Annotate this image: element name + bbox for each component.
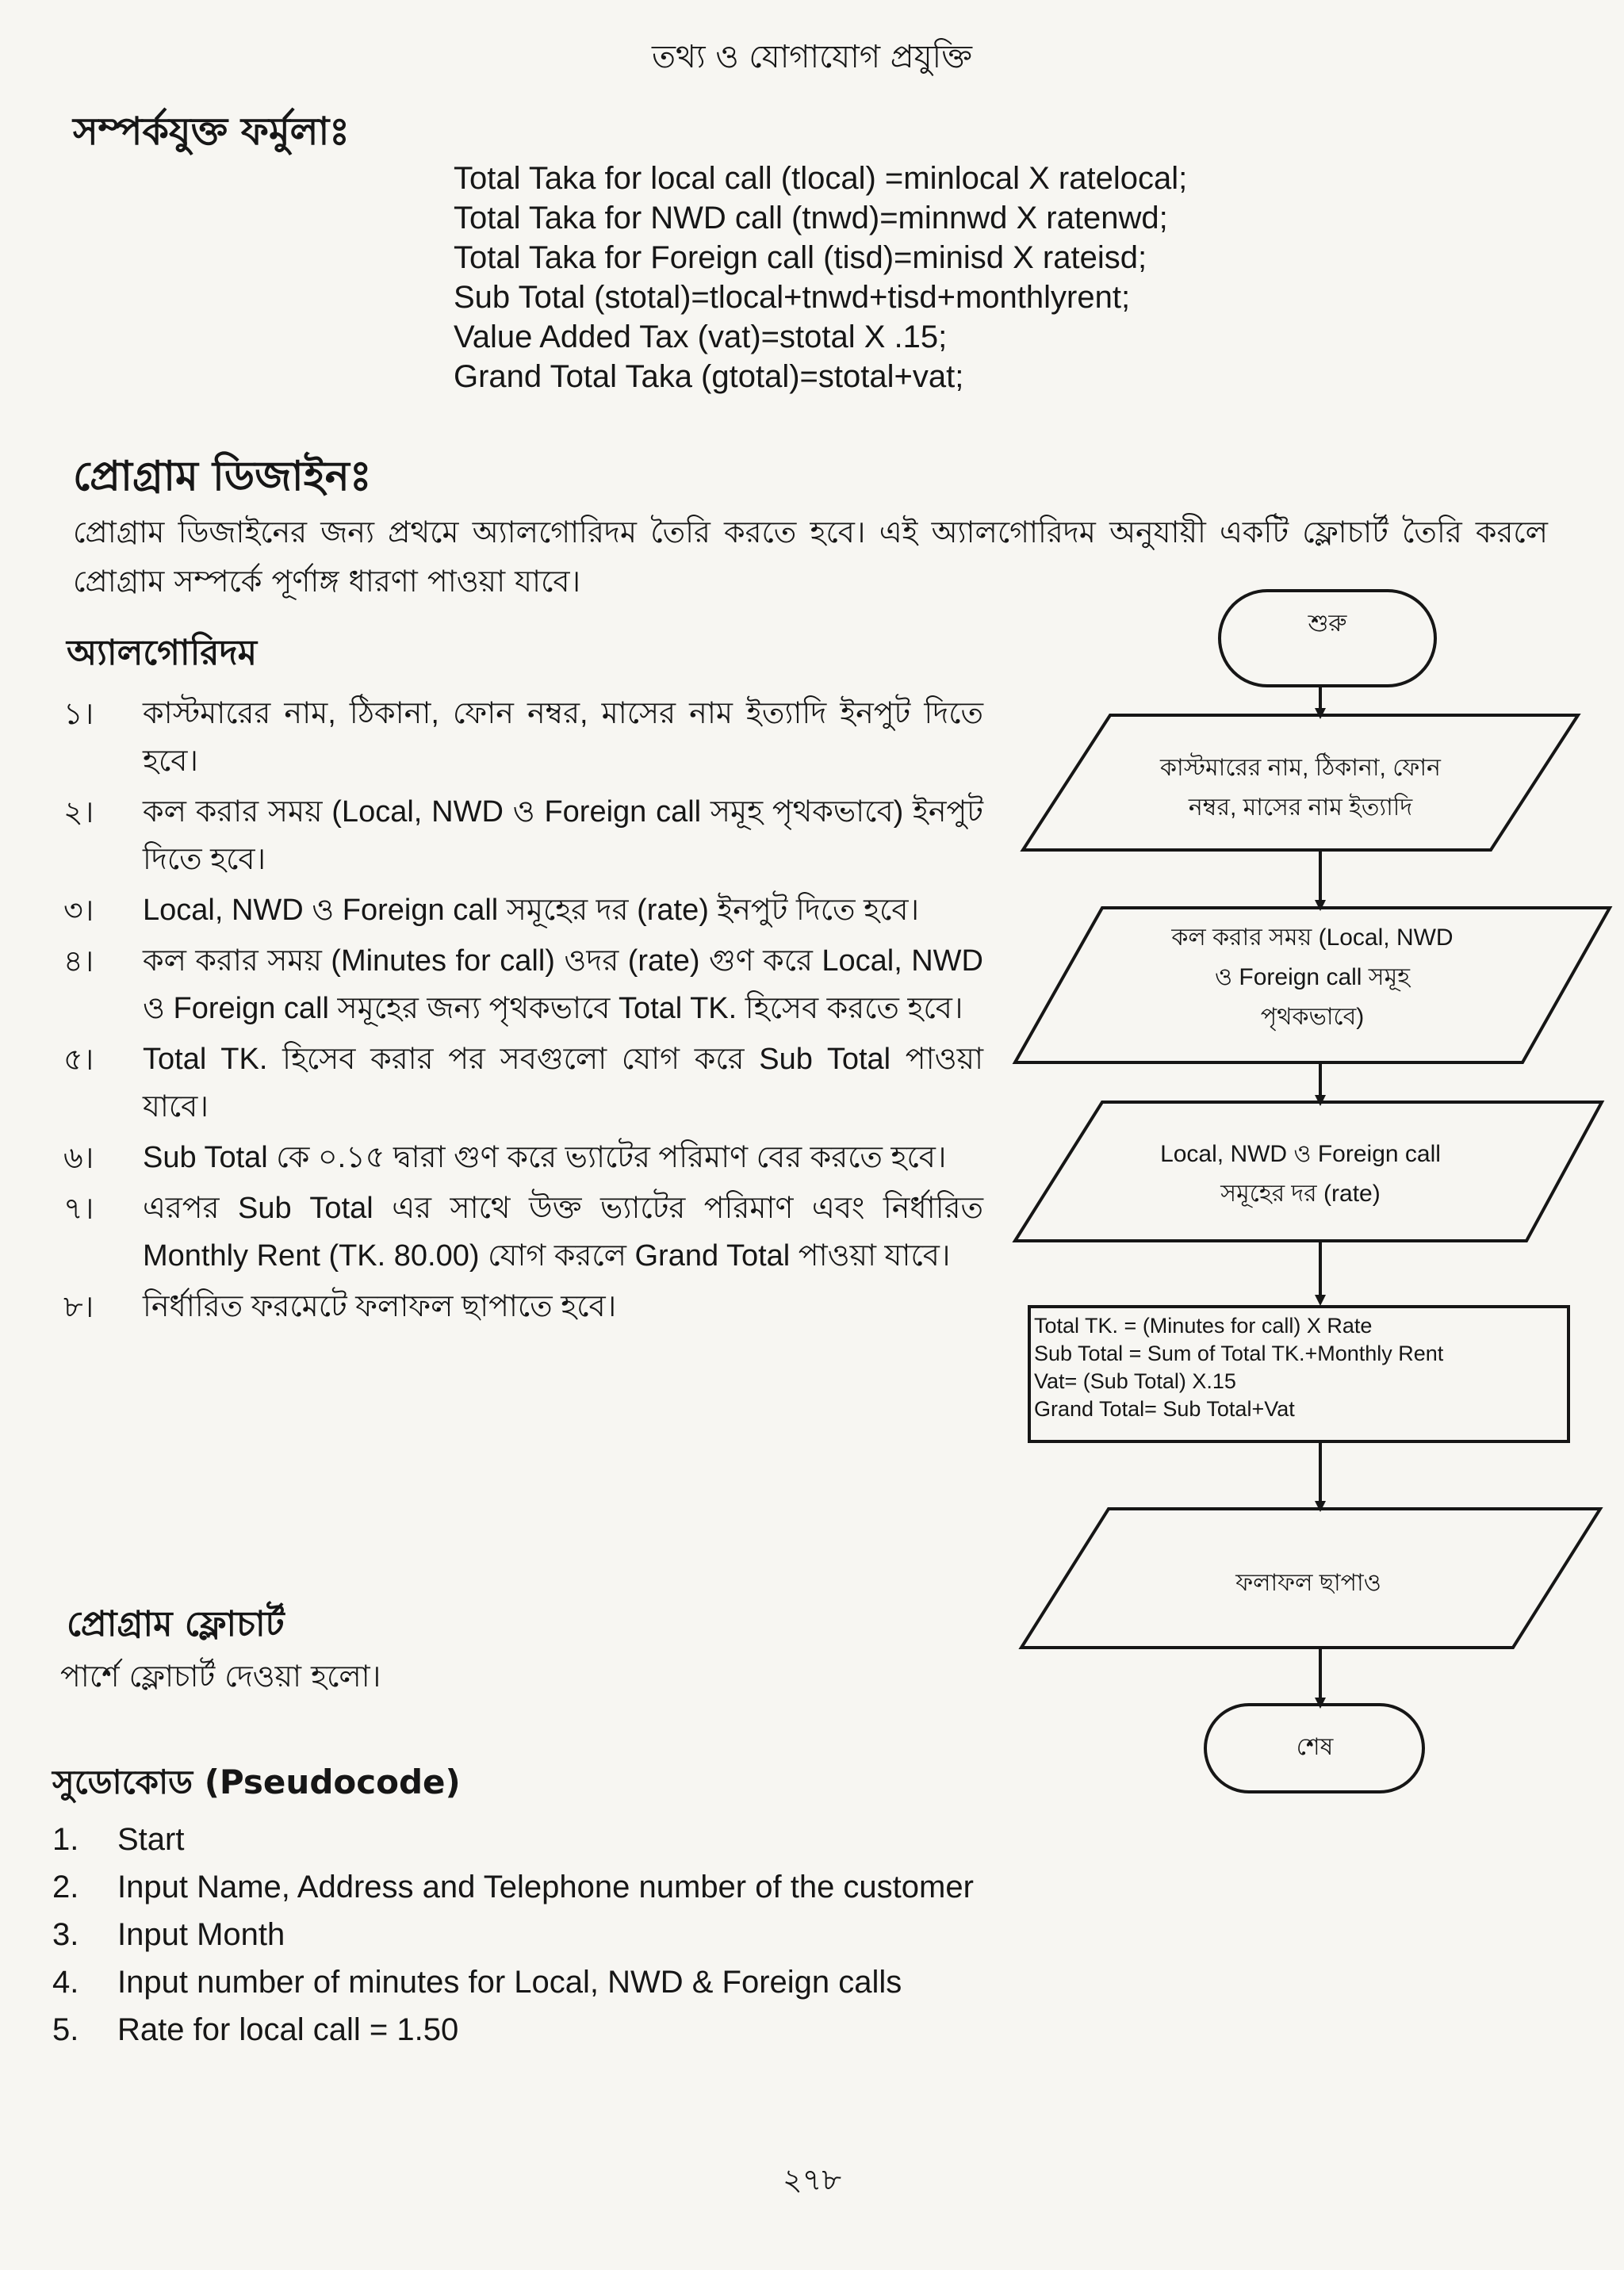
formula-line: Grand Total Taka (gtotal)=stotal+vat; [454, 359, 964, 394]
flowchart-input3-line: Local, NWD ও Foreign call [1160, 1141, 1441, 1167]
flowchart-input2-line: কল করার সময় (Local, NWD [1171, 924, 1454, 951]
list-text: Input number of minutes for Local, NWD & Foreign calls [117, 1965, 902, 2000]
flowchart-process-line: Grand Total= Sub Total+Vat [1034, 1397, 1295, 1421]
list-text: কল করার সময় (Minutes for call) ওদর (rate) গুণ করে Local, NWD ও Foreign call সমূহের জন্য পৃথকভাবে Total TK. হিসেব করতে হবে। [143, 944, 983, 1025]
flowchart-process-line: Sub Total = Sum of Total TK.+Monthly Rent [1034, 1342, 1444, 1365]
page-number: ২৭৮ [782, 2162, 842, 2197]
list-number: ২। [63, 794, 94, 829]
flowchart-input1-line: কাস্টমারের নাম, ঠিকানা, ফোন [1160, 755, 1441, 781]
list-number: 3. [52, 1917, 79, 1952]
flowchart-note: পার্শে ফ্লোচার্ট দেওয়া হলো। [60, 1659, 381, 1694]
list-number: 5. [52, 2012, 79, 2047]
list-number: ৬। [63, 1140, 94, 1175]
formula-line: Sub Total (stotal)=tlocal+tnwd+tisd+monthlyrent; [454, 280, 1131, 315]
list-text: Input Month [117, 1917, 285, 1952]
list-text: Input Name, Address and Telephone number of the customer [117, 1870, 974, 1904]
list-text: কল করার সময় (Local, NWD ও Foreign call সমূহ পৃথকভাবে) ইনপুট দিতে হবে। [143, 795, 983, 876]
flowchart-heading: প্রোগ্রাম ফ্লোচার্ট [67, 1604, 285, 1644]
list-text: Total TK. হিসেব করার পর সবগুলো যোগ করে Sub Total পাওয়া যাবে। [143, 1043, 983, 1124]
flowchart-input-customer [1023, 715, 1578, 850]
formula-line: Total Taka for Foreign call (tisd)=minisd X rateisd; [454, 240, 1147, 275]
formula-line: Total Taka for local call (tlocal) =minlocal X ratelocal; [454, 161, 1188, 196]
flowchart-end-label: শেষ [1296, 1734, 1334, 1760]
list-number: ৩। [63, 893, 94, 928]
list-text: Sub Total কে ০.১৫ দ্বারা গুণ করে ভ্যাটের পরিমাণ বের করতে হবে। [143, 1141, 947, 1174]
flowchart-input2-line: পৃথকভাবে) [1260, 1004, 1365, 1030]
formula-heading: সম্পর্কযুক্ত ফর্মুলাঃ [73, 109, 350, 154]
flowchart-process-line: Vat= (Sub Total) X.15 [1034, 1369, 1236, 1393]
list-text: এরপর Sub Total এর সাথে উক্ত ভ্যাটের পরিমাণ এবং নির্ধারিত Monthly Rent (TK. 80.00) যোগ করলে Grand Total পাওয়া যাবে। [143, 1192, 983, 1273]
flowchart-start-terminator [1220, 591, 1435, 686]
program-design-heading: প্রোগ্রাম ডিজাইনঃ [73, 453, 372, 500]
list-item [52, 1863, 974, 1911]
flowchart-input2-line: ও Foreign call সমূহ [1214, 964, 1411, 990]
page-header: তথ্য ও যোগাযোগ প্রযুক্তি [652, 39, 972, 75]
list-number: ৪। [63, 944, 94, 978]
list-number: 1. [52, 1822, 79, 1857]
list-number: 2. [52, 1870, 79, 1904]
flowchart-process-line: Total TK. = (Minutes for call) X Rate [1034, 1314, 1373, 1338]
formula-line: Total Taka for NWD call (tnwd)=minnwd X ratenwd; [454, 201, 1168, 235]
list-number: 4. [52, 1965, 79, 2000]
list-number: ৭। [63, 1191, 94, 1226]
flowchart-input3-line: সমূহের দর (rate) [1220, 1181, 1381, 1207]
list-number: ৫। [63, 1042, 94, 1077]
list-number: ১। [63, 696, 94, 731]
program-design-text: প্রোগ্রাম ডিজাইনের জন্য প্রথমে অ্যালগোরিদম তৈরি করতে হবে। এই অ্যালগোরিদম অনুযায়ী একটি ফ্লোচার্ট তৈরি করলে প্রোগ্রাম সম্পর্কে পূর্ণাঙ্গ ধারণা পাওয়া যাবে। [73, 515, 1548, 599]
list-text: কাস্টমারের নাম, ঠিকানা, ফোন নম্বর, মাসের নাম ইত্যাদি ইনপুট দিতে হবে। [143, 697, 983, 778]
formula-line: Value Added Tax (vat)=stotal X .15; [454, 320, 948, 354]
list-number: ৮। [63, 1289, 94, 1324]
list-item [52, 1958, 974, 2006]
list-text: Start [117, 1822, 185, 1857]
flowchart-output-label: ফলাফল ছাপাও [1235, 1570, 1381, 1596]
list-text: Local, NWD ও Foreign call সমূহের দর (rate) ইনপুট দিতে হবে। [143, 894, 920, 927]
list-text: নির্ধারিত ফরমেটে ফলাফল ছাপাতে হবে। [143, 1290, 617, 1323]
list-text: Rate for local call = 1.50 [117, 2012, 459, 2047]
list-item [52, 1816, 974, 1863]
pseudocode-list [52, 1816, 974, 2054]
pseudocode-heading: সুডোকোড (Pseudocode) [52, 1763, 461, 1801]
list-item [52, 1911, 974, 1958]
flowchart-start-label: শুরু [1308, 611, 1347, 637]
flowchart-input1-line: নম্বর, মাসের নাম ইত্যাদি [1188, 794, 1413, 821]
list-item [52, 2006, 974, 2054]
flowchart-input-rate [1015, 1102, 1602, 1241]
algorithm-heading: অ্যালগোরিদম [67, 633, 258, 673]
